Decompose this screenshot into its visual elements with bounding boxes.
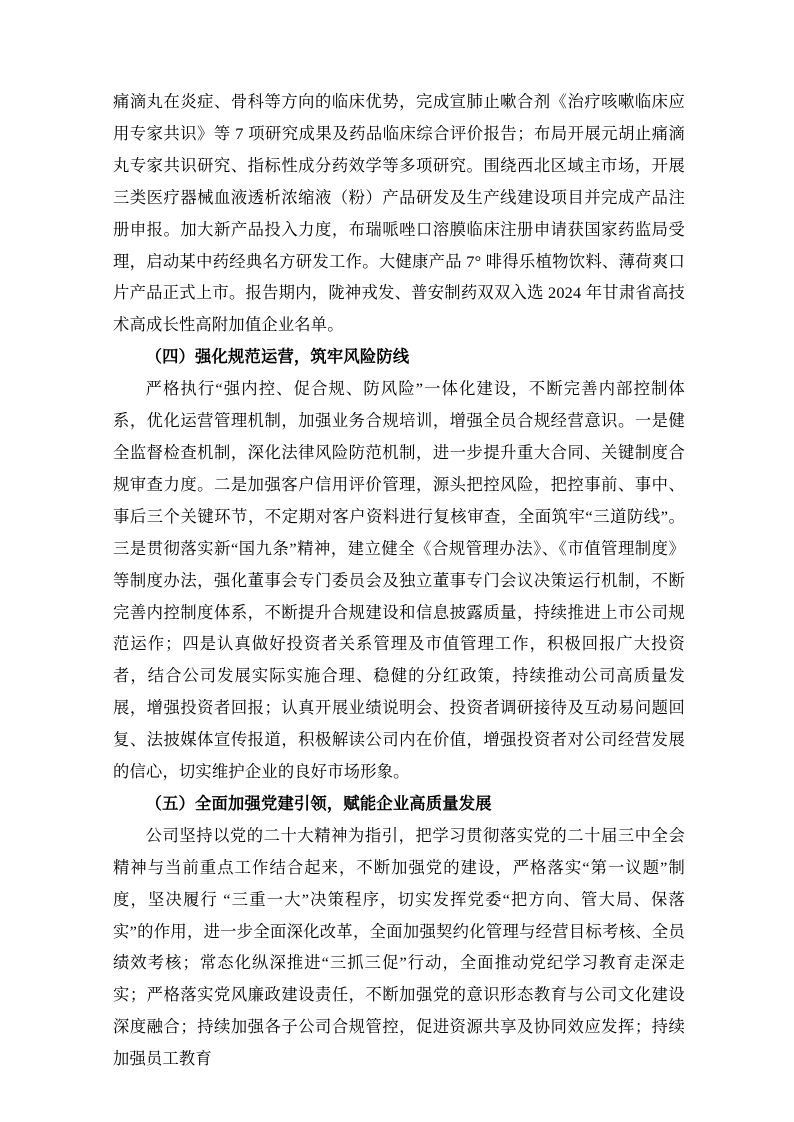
document-body [113, 86, 685, 1075]
section-5-paragraph: 公司坚持以党的二十大精神为指引，把学习贯彻落实党的二十届三中全会精神与当前重点工作结合起来，不断加强党的建设，严格落实“第一议题”制度，坚决履行 “三重一大”决策程序，切实发挥党委“把方向、管大局、保落实”的作用，进一步全面深化改革，全面加强契约化管理与经营目标考核、全员绩效考核；常态化纵深推进“三抓三促”行动，全面推动党纪学习教育走深走实；严格落实党风廉政建设责任，不断加强党的意识形态教育与公司文化建设深度融合；持续加强各子公司合规管控，促进资源共享及协同效应发挥；持续加强员工教育 [113, 825, 685, 1069]
section-heading-4: （四）强化规范运营，筑牢风险防线 [145, 347, 410, 367]
section-heading-5: （五）全面加强党建引领，赋能企业高质量发展 [145, 793, 492, 813]
section-4-paragraph: 严格执行“强内控、促合规、防风险”一体化建设，不断完善内部控制体系，优化运营管理机制，加强业务合规培训，增强全员合规经营意识。一是健全监督检查机制，深化法律风险防范机制，进一步提升重大合同、关键制度合规审查力度。二是加强客户信用评价管理，源头把控风险，把控事前、事中、事后三个关键环节，不定期对客户资料进行复核审查，全面筑牢“三道防线”。三是贯彻落实新“国九条”精神，建立健全《合规管理办法》、《市值管理制度》等制度办法，强化董事会专门委员会及独立董事专门会议决策运行机制，不断完善内控制度体系，不断提升合规建设和信息披露质量，持续推进上市公司规范运作；四是认真做好投资者关系管理及市值管理工作，积极回报广大投资者，结合公司发展实际实施合理、稳健的分红政策，持续推动公司高质量发展，增强投资者回报；认真开展业绩说明会、投资者调研接待及互动易问题回复、法披媒体宣传报道，积极解读公司内在价值，增强投资者对公司经营发展的信心，切实维护企业的良好市场形象。 [113, 379, 685, 782]
paragraph-continued-from-previous-page: 痛滴丸在炎症、骨科等方向的临床优势，完成宣肺止嗽合剂《治疗咳嗽临床应用专家共识》等 7 项研究成果及药品临床综合评价报告；布局开展元胡止痛滴丸专家共识研究、指标性成分药效学等多项研究。围绕西北区域主市场，开展三类医疗器械血液透析浓缩液（粉）产品研发及生产线建设项目并完成产品注册申报。加大新产品投入力度，布瑞哌唑口溶膜临床注册申请获国家药监局受理，启动某中药经典名方研发工作。大健康产品 7° 啡得乐植物饮料、薄荷爽口片产品正式上市。报告期内，陇神戎发、普安制药双双入选 2024 年甘肃省高技术高成长性高附加值企业名单。 [113, 92, 685, 335]
